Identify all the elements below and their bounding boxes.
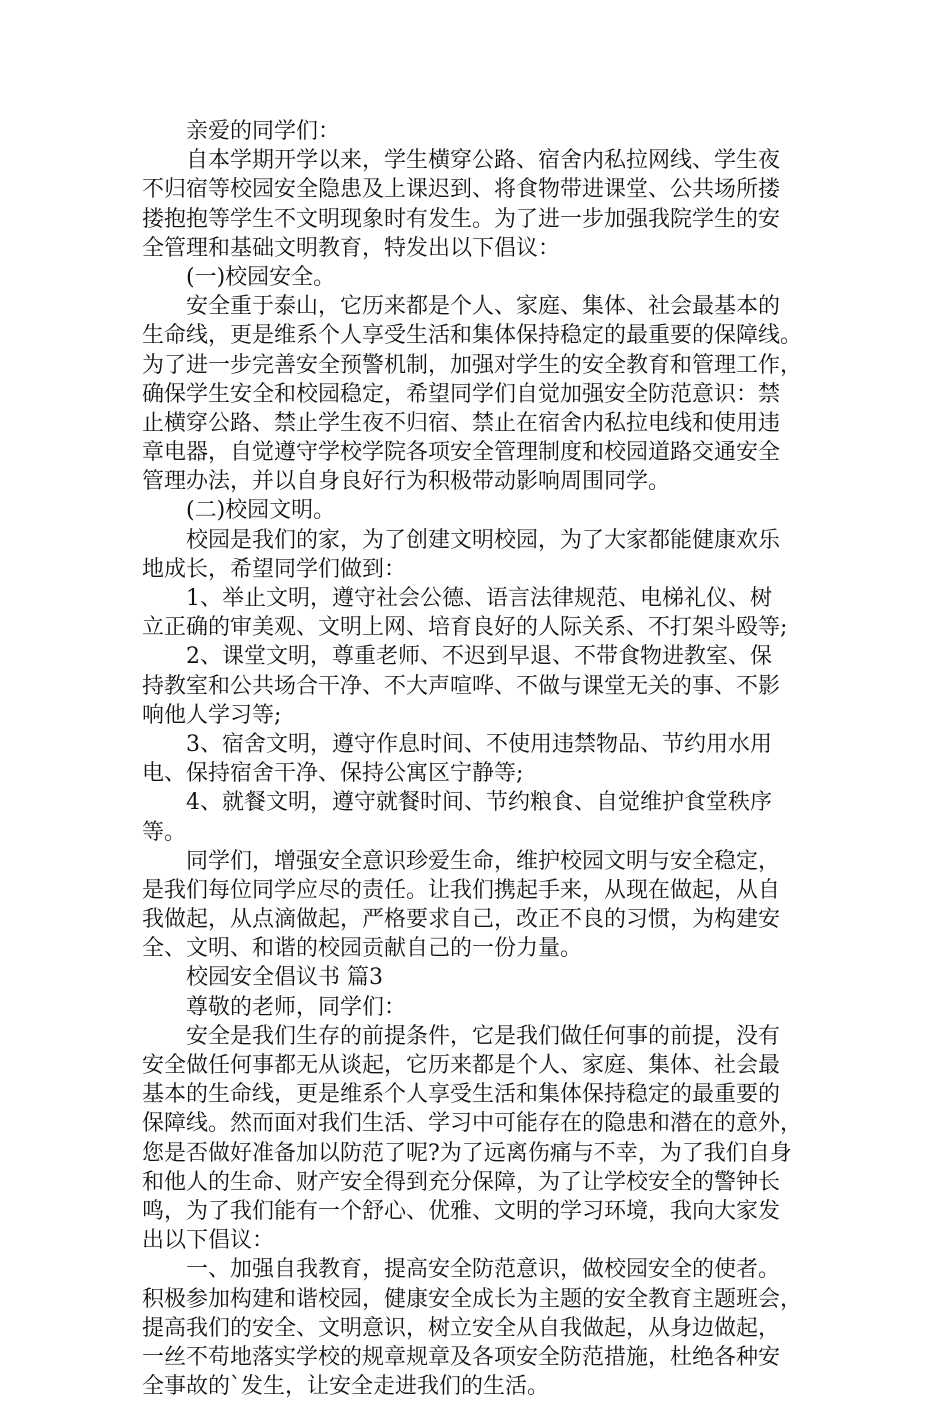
text-line: 立正确的审美观、文明上网、培育良好的人际关系、不打架斗殴等; [142,615,788,641]
text-line: 止横穿公路、禁止学生夜不归宿、禁止在宿舍内私拉电线和使用违 [142,410,781,436]
text-line: 1、举止文明，遵守社会公德、语言法律规范、电梯礼仪、树 [142,586,772,611]
text-line: 校园是我们的家，为了创建文明校园，为了大家都能健康欢乐 [142,527,781,553]
text-line: 地成长，希望同学们做到： [142,556,407,582]
text-line: 管理办法，并以自身良好行为积极带动影响周围同学。 [142,469,671,495]
text-line: 全事故的`发生，让安全走进我们的生活。 [142,1374,550,1400]
text-line: 为了进一步完善安全预警机制，加强对学生的安全教育和管理工作， [142,352,803,378]
text-line: 生命线，更是维系个人享受生活和集体保持稳定的最重要的保障线。 [142,323,803,349]
text-line: 电、保持宿舍干净、保持公寓区宁静等; [142,761,524,787]
text-line: 等。 [142,819,187,845]
text-line: 安全是我们生存的前提条件，它是我们做任何事的前提，没有 [142,1023,781,1049]
text-line: 您是否做好准备加以防范了呢?为了远离伤痛与不幸，为了我们自身 [142,1140,792,1166]
text-line: 响他人学习等; [142,702,282,728]
text-line: 安全重于泰山，它历来都是个人、家庭、集体、社会最基本的 [142,294,781,320]
text-line: 亲爱的同学们： [142,119,341,144]
text-line: (二)校园文明。 [142,498,336,524]
text-line: 出以下倡议： [142,1228,275,1254]
text-line: 我做起，从点滴做起，严格要求自己，改正不良的习惯，为构建安 [142,907,781,933]
text-line: 搂抱抱等学生不文明现象时有发生。为了进一步加强我院学生的安 [142,206,781,232]
text-line: 同学们，增强安全意识珍爱生命，维护校园文明与安全稳定， [142,848,781,874]
text-line: 校园安全倡议书 篇3 [142,965,383,991]
text-line: 保障线。然而面对我们生活、学习中可能存在的隐患和潜在的意外， [142,1111,803,1137]
text-line: 3、宿舍文明，遵守作息时间、不使用违禁物品、节约用水用 [142,731,772,757]
text-line: 确保学生安全和校园稳定，希望同学们自觉加强安全防范意识：禁 [142,381,781,407]
text-line: 积极参加构建和谐校园，健康安全成长为主题的安全教育主题班会， [142,1286,803,1312]
text-line: 2、课堂文明，尊重老师、不迟到早退、不带食物进教室、保 [142,644,772,670]
text-line: 全管理和基础文明教育，特发出以下倡议： [142,235,561,261]
text-line: 是我们每位同学应尽的责任。让我们携起手来，从现在做起，从自 [142,877,781,903]
text-line: 持教室和公共场合干净、不大声喧哗、不做与课堂无关的事、不影 [142,673,781,699]
text-line: 一、加强自我教育，提高安全防范意识，做校园安全的使者。 [142,1257,781,1283]
document-body [142,117,832,1401]
text-line: 提高我们的安全、文明意识，树立安全从自我做起，从身边做起， [142,1315,781,1341]
text-line: 全、文明、和谐的校园贡献自己的一份力量。 [142,936,583,962]
text-line: 尊敬的老师，同学们： [142,994,407,1020]
text-line: (一)校园安全。 [142,264,336,290]
text-line: 不归宿等校园安全隐患及上课迟到、将食物带进课堂、公共场所搂 [142,177,781,203]
text-line: 基本的生命线，更是维系个人享受生活和集体保持稳定的最重要的 [142,1082,781,1108]
text-line: 4、就餐文明，遵守就餐时间、节约粮食、自觉维护食堂秩序 [142,790,772,816]
text-line: 自本学期开学以来，学生横穿公路、宿舍内私拉网线、学生夜 [142,148,781,174]
text-line: 章电器，自觉遵守学校学院各项安全管理制度和校园道路交通安全 [142,440,781,466]
text-line: 鸣，为了我们能有一个舒心、优雅、文明的学习环境，我向大家发 [142,1198,781,1224]
text-line: 一丝不苟地落实学校的规章规章及各项安全防范措施，杜绝各种安 [142,1344,781,1370]
text-line: 安全做任何事都无从谈起，它历来都是个人、家庭、集体、社会最 [142,1053,781,1078]
text-line: 和他人的生命、财产安全得到充分保障，为了让学校安全的警钟长 [142,1169,781,1195]
